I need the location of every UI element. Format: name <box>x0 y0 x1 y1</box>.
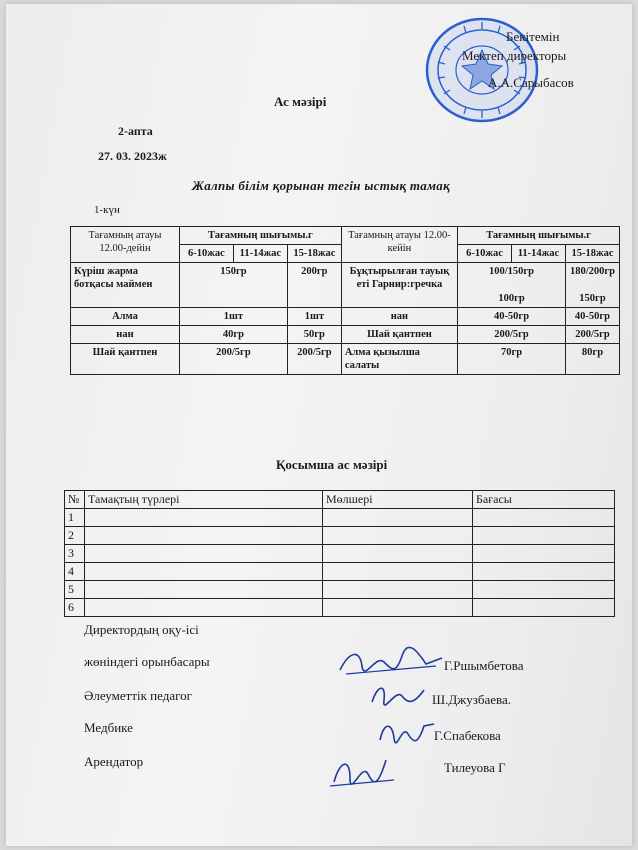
dish-cell: Шай қантпен <box>71 344 180 375</box>
tenant-signature <box>328 752 398 792</box>
page-title: Ас мәзірі <box>274 94 327 109</box>
deputy-label-line1: Директордың оқу-ісі <box>84 622 199 637</box>
social-pedagogue-label: Әлеуметтік педагог <box>84 688 192 703</box>
dish-cell: нан <box>71 326 180 344</box>
header-dish-after: Тағамның атауы 12.00-кейін <box>341 227 457 263</box>
yield-cell <box>458 263 566 308</box>
dish-cell: Алма <box>71 308 180 326</box>
yield-cell: 50гр <box>287 326 341 344</box>
header-food-types: Тамақтың түрлері <box>85 491 323 509</box>
yield-value: 100гр <box>498 293 525 304</box>
yield-value: 180/200гр <box>569 266 615 277</box>
age-11-14: 11-14жас <box>233 245 287 263</box>
header-yield: Тағамның шығымы.г <box>179 227 341 245</box>
table-row <box>65 509 615 527</box>
yield-cell: 70гр <box>458 344 566 375</box>
date-label: 27. 03. 2023ж <box>98 149 167 163</box>
yield-cell: 40гр <box>179 326 287 344</box>
header-number: № <box>65 491 85 509</box>
yield-cell: 200/5гр <box>565 326 619 344</box>
header-price: Бағасы <box>473 491 615 509</box>
approval-line-2: Мектеп директоры <box>462 48 567 63</box>
age-6-10: 6-10жас <box>179 245 233 263</box>
yield-cell: 200/5гр <box>179 344 287 375</box>
yield-cell: 1шт <box>287 308 341 326</box>
yield-cell <box>565 263 619 308</box>
table-row <box>65 599 615 617</box>
age-6-10-b: 6-10жас <box>458 245 512 263</box>
row-number: 5 <box>65 581 85 599</box>
nurse-label: Медбике <box>84 720 133 735</box>
social-pedagogue-name: Ш.Джузбаева. <box>432 692 511 707</box>
yield-value: 150гр <box>579 293 606 304</box>
yield-cell: 200гр <box>287 263 341 308</box>
yield-cell: 40-50гр <box>458 308 566 326</box>
yield-value: 100/150гр <box>488 266 535 277</box>
table-row <box>71 326 620 344</box>
tenant-name: Тилеуова Г <box>444 760 506 775</box>
menu-subtitle: Жалпы білім қорынан тегін ыстық тамақ <box>192 178 450 193</box>
table-row <box>65 527 615 545</box>
dish-cell: Алма қызылша салаты <box>341 344 457 375</box>
header-yield-2: Тағамның шығымы.г <box>458 227 620 245</box>
header-amount: Мөлшері <box>323 491 473 509</box>
nurse-name: Г.Спабекова <box>434 728 501 743</box>
deputy-name: Г.Ршымбетова <box>444 658 524 673</box>
row-number: 6 <box>65 599 85 617</box>
extra-menu-title: Қосымша ас мәзірі <box>276 457 388 472</box>
dish-cell: Шай қантпен <box>341 326 457 344</box>
social-pedagogue-signature <box>368 680 428 710</box>
row-number: 1 <box>65 509 85 527</box>
extra-menu-table <box>64 490 615 617</box>
row-number: 3 <box>65 545 85 563</box>
document-page <box>6 4 632 846</box>
menu-table <box>70 226 620 375</box>
deputy-signature <box>336 644 446 680</box>
week-label: 2-апта <box>118 124 153 138</box>
tenant-label: Арендатор <box>84 754 144 769</box>
yield-cell: 80гр <box>565 344 619 375</box>
table-row <box>71 263 620 308</box>
yield-cell: 1шт <box>179 308 287 326</box>
yield-cell: 150гр <box>179 263 287 308</box>
header-dish-before: Тағамның атауы 12.00-дейін <box>71 227 180 263</box>
deputy-label-line2: жөніндегі орынбасары <box>84 654 210 669</box>
yield-cell: 200/5гр <box>287 344 341 375</box>
dish-cell: Бұқтырылған тауық еті Гарнир:гречка <box>341 263 457 308</box>
approval-line-1: Бекітемін <box>506 29 560 44</box>
age-11-14-b: 11-14жас <box>512 245 566 263</box>
nurse-signature <box>376 716 438 750</box>
yield-cell: 200/5гр <box>458 326 566 344</box>
table-row <box>65 563 615 581</box>
table-row <box>71 344 620 375</box>
table-row <box>65 545 615 563</box>
approval-line-3: А.А.Сарыбасов <box>488 75 574 90</box>
row-number: 4 <box>65 563 85 581</box>
table-row <box>65 581 615 599</box>
yield-cell: 40-50гр <box>565 308 619 326</box>
day-label: 1-күн <box>94 204 120 216</box>
row-number: 2 <box>65 527 85 545</box>
table-row <box>71 308 620 326</box>
dish-cell: нан <box>341 308 457 326</box>
dish-cell: Күріш жарма ботқасы маймен <box>71 263 180 308</box>
age-15-18-b: 15-18жас <box>565 245 619 263</box>
age-15-18: 15-18жас <box>287 245 341 263</box>
